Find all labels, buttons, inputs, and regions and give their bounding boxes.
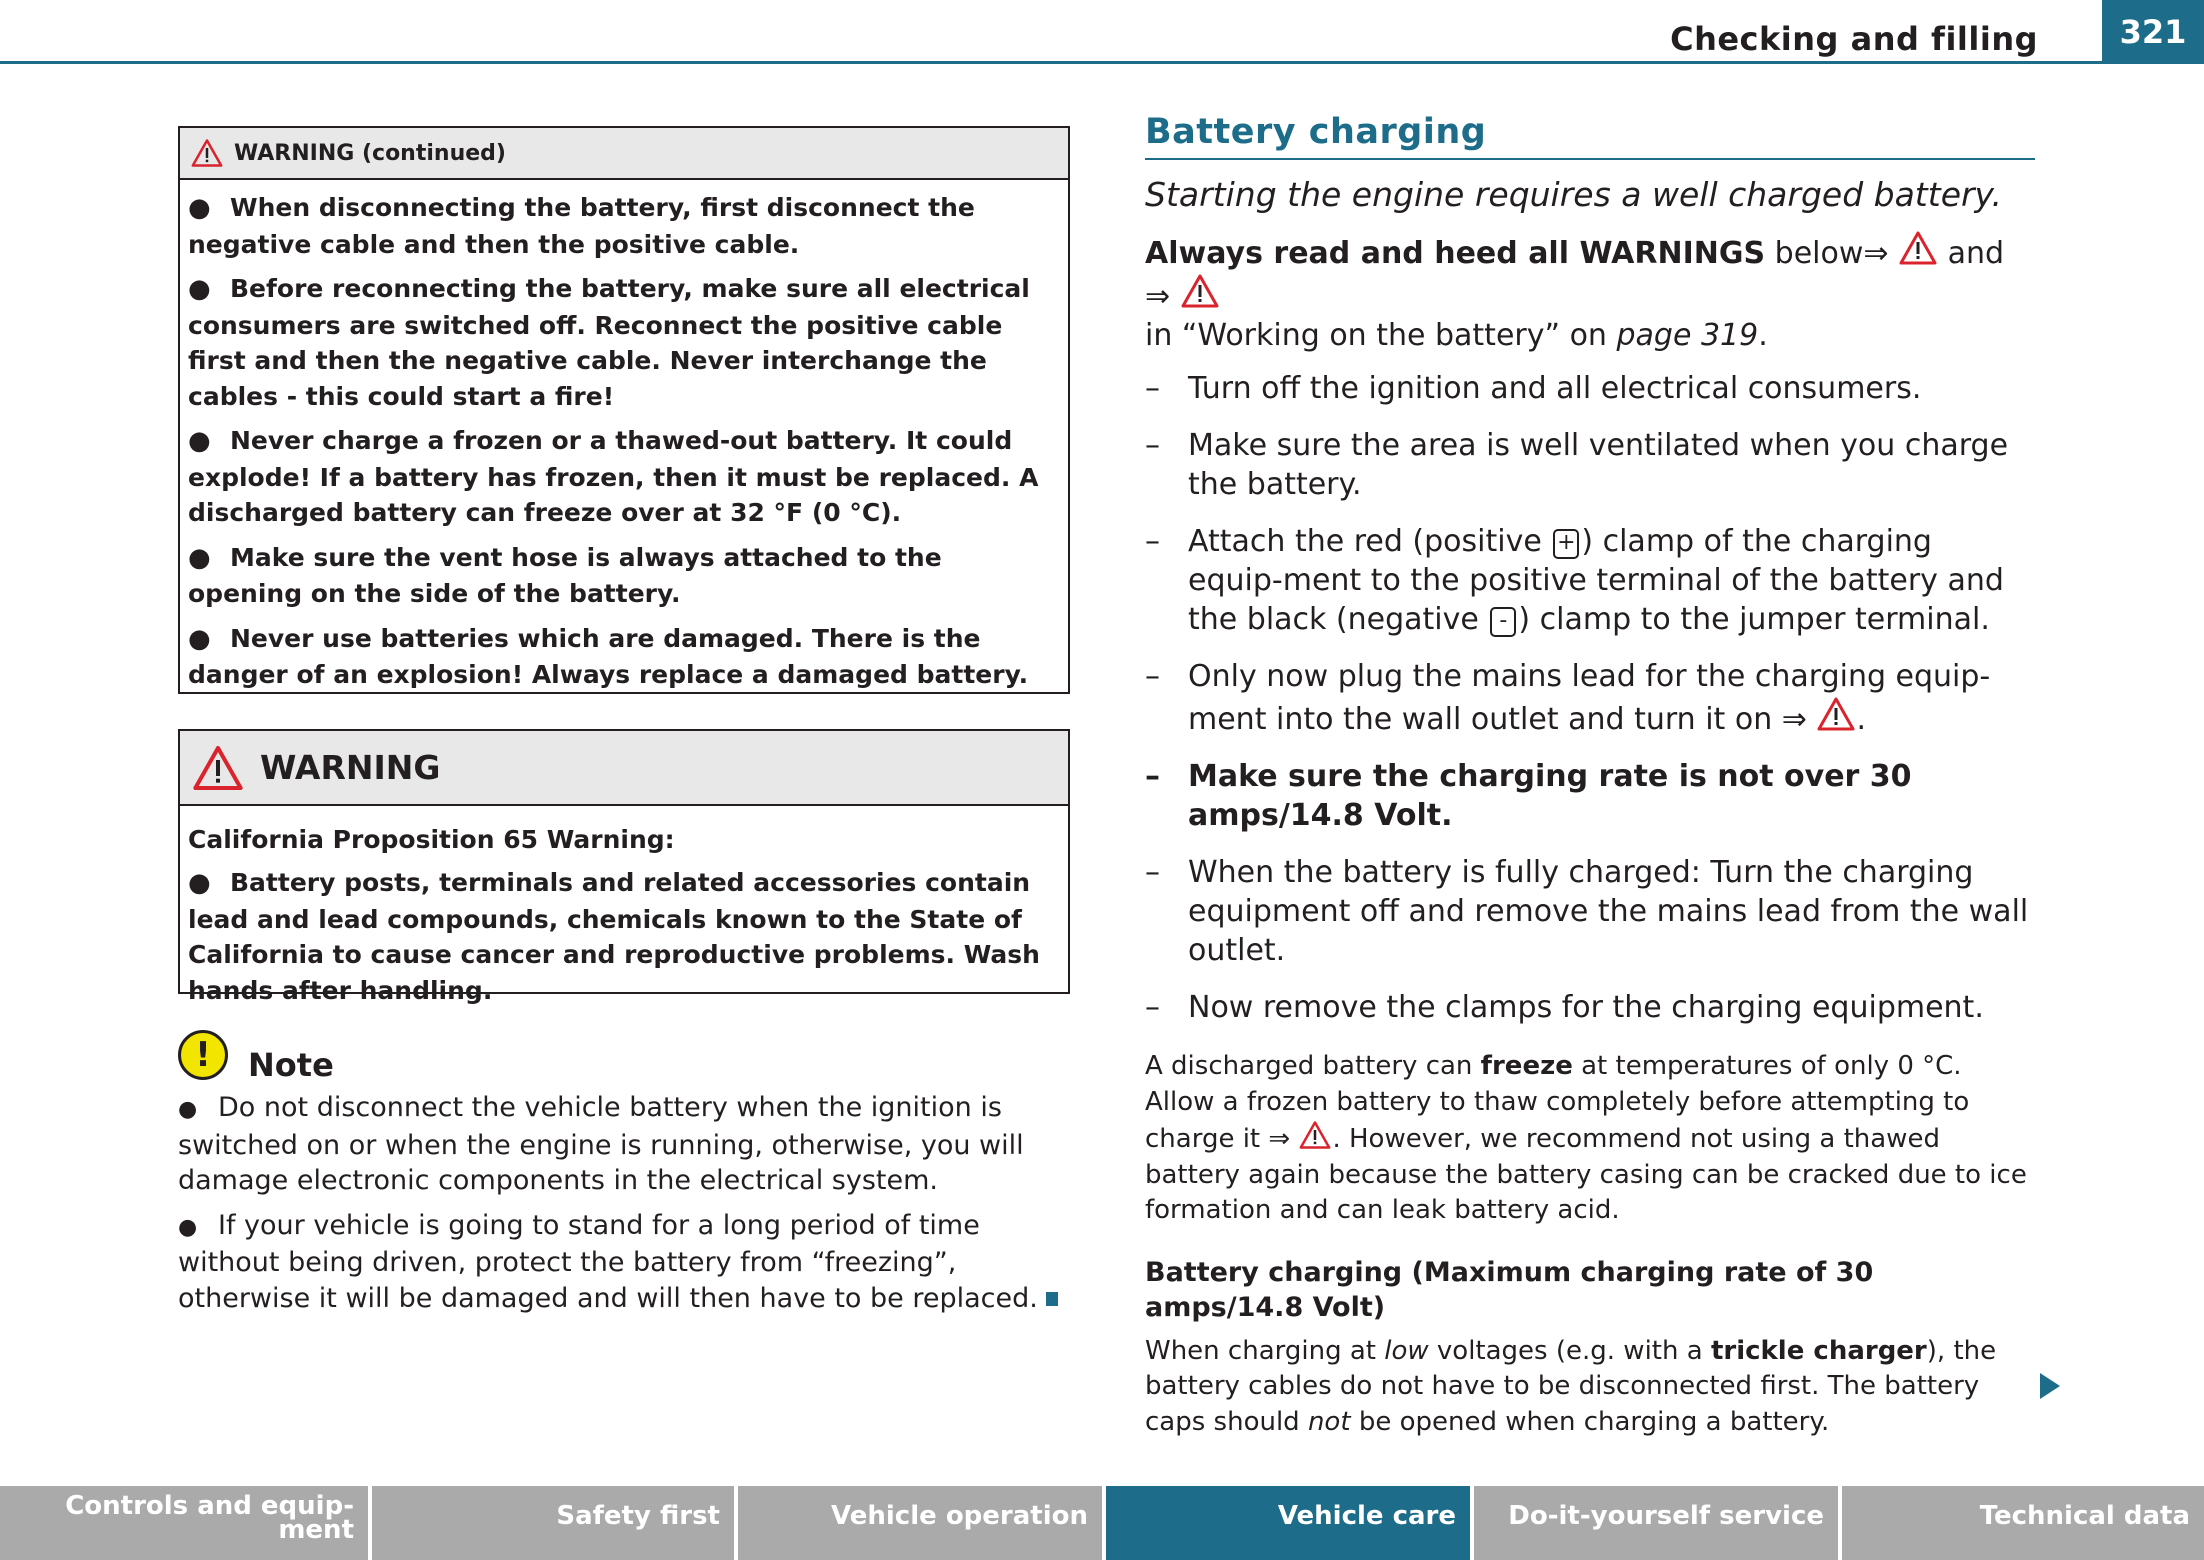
step-item: – Only now plug the mains lead for the charging equip-ment into the wall outlet and turn it on ⇒ . [1145, 659, 1991, 737]
warning-prop65-subheading: California Proposition 65 Warning: [188, 825, 675, 854]
section-title: Battery charging [1145, 112, 2035, 160]
bullet-icon: ● [188, 542, 211, 573]
warning-continued-header [180, 128, 1068, 180]
warning-triangle-icon [190, 744, 246, 792]
tab-technical-data[interactable]: Technical data [1842, 1486, 2204, 1560]
page-reference-link[interactable]: page 319 [1616, 318, 1759, 353]
bullet-icon: ● [178, 1097, 198, 1122]
warning-prop65-heading: WARNING [260, 748, 441, 787]
charging-steps [1145, 369, 2035, 1027]
section-end-marker-icon [1046, 1292, 1058, 1306]
page-section-title: Checking and filling [1670, 20, 2038, 58]
negative-terminal-icon: - [1490, 607, 1516, 637]
warning-continued-box [178, 126, 1070, 694]
note-heading: Note [248, 1046, 334, 1084]
tab-vehicle-operation[interactable]: Vehicle operation [738, 1486, 1106, 1560]
warning-continued-heading: WARNING (continued) [234, 140, 506, 166]
note-item: ● Do not disconnect the vehicle battery when the ignition is switched on or when the engine is running, otherwise, you will damage electronic components in the electrical system. [178, 1092, 1024, 1196]
warning-item: ● Battery posts, terminals and related accessories contain lead and lead compounds, chemicals known to the State of California to cause cancer and reproductive problems. Wash hands after handling. [188, 868, 1040, 1005]
tab-do-it-yourself-service[interactable]: Do-it-yourself service [1474, 1486, 1842, 1560]
step-item: – When the battery is fully charged: Turn the charging equipment off and remove the mains lead from the wall outlet. [1145, 855, 2029, 968]
warning-item: ● When disconnecting the battery, first disconnect the negative cable and then the positive cable. [188, 193, 975, 259]
header-rule [0, 61, 2204, 64]
subsection-heading: Battery charging (Maximum charging rate of 30 amps/14.8 Volt) [1145, 1256, 1874, 1323]
section-lead: Starting the engine requires a well charged battery. [1145, 175, 2003, 214]
warning-prop65-body [180, 806, 1068, 1008]
step-item: – Make sure the charging rate is not over 30 amps/14.8 Volt. [1145, 759, 1912, 833]
warning-triangle-icon[interactable] [1298, 1120, 1332, 1150]
page-number: 321 [2102, 0, 2204, 64]
warnings-reference: Always read and heed all WARNINGS below⇒ and ⇒ in “Working on the battery” on page 319. [1145, 230, 2035, 355]
warning-triangle-icon[interactable] [1898, 230, 1938, 266]
note-body [178, 1090, 1078, 1325]
step-item: – Turn off the ignition and all electrical consumers. [1145, 371, 1922, 406]
step-item: – Make sure the area is well ventilated when you charge the battery. [1145, 428, 2009, 502]
positive-terminal-icon: + [1553, 529, 1579, 559]
note-exclamation-icon: ! [178, 1030, 228, 1080]
note-header [178, 1030, 334, 1084]
battery-charging-section [1145, 112, 2035, 1440]
bullet-icon: ● [188, 193, 211, 223]
bullet-icon: ● [188, 426, 211, 456]
freeze-paragraph: A discharged battery can freeze at temperatures of only 0 °C. Allow a frozen battery to thaw completely before attempting to charge it ⇒ . However, we recommend not using a thawed battery again because the battery casing can be cracked due to ice formation and can leak battery acid. [1145, 1051, 2027, 1225]
warning-item: ● Before reconnecting the battery, make sure all electrical consumers are switched off. Reconnect the positive cable first and then the negative cable. Never interchange the cables - this could start a fire! [188, 274, 1030, 411]
low-voltage-paragraph: When charging at low voltages (e.g. with a trickle charger), the battery cables do not have to be disconnected first. The battery caps should not be opened when charging a battery. [1145, 1335, 1997, 1437]
tab-vehicle-care[interactable]: Vehicle care [1106, 1486, 1474, 1560]
bullet-icon: ● [178, 1214, 198, 1240]
warning-triangle-icon[interactable] [1180, 273, 1220, 309]
bullet-icon: ● [188, 868, 211, 898]
warning-triangle-icon [190, 138, 224, 168]
continue-arrow-icon[interactable] [2040, 1373, 2060, 1399]
warning-continued-list [180, 180, 1068, 693]
warning-prop65-header [180, 731, 1068, 806]
step-item: – Now remove the clamps for the charging equipment. [1145, 990, 1984, 1025]
warning-item: ● Never charge a frozen or a thawed-out battery. It could explode! If a battery has frozen, then it must be replaced. A discharged battery can freeze over at 32 °F (0 °C). [188, 426, 1039, 527]
step-item: – Attach the red (positive + ) clamp of the charging equip-ment to the positive terminal of the battery and the black (negative - ) clamp to the jumper terminal. [1145, 524, 2004, 637]
warning-triangle-icon[interactable] [1816, 696, 1856, 732]
tab-controls-and-equipment[interactable]: Controls and equip- ment [0, 1486, 372, 1560]
warning-prop65-box [178, 729, 1070, 1005]
bullet-icon: ● [188, 274, 211, 304]
note-item: ● If your vehicle is going to stand for a long period of time without being driven, protect the battery from “freezing”, otherwise it will be damaged and will then have to be replaced. [178, 1208, 1078, 1317]
tab-safety-first[interactable]: Safety first [372, 1486, 738, 1560]
footer-nav [0, 1486, 2204, 1560]
warning-item: ● Never use batteries which are damaged. There is the danger of an explosion! Always replace a damaged battery. [188, 623, 1029, 689]
bullet-icon: ● [188, 623, 211, 654]
warning-item: ● Make sure the vent hose is always attached to the opening on the side of the battery. [188, 542, 942, 608]
